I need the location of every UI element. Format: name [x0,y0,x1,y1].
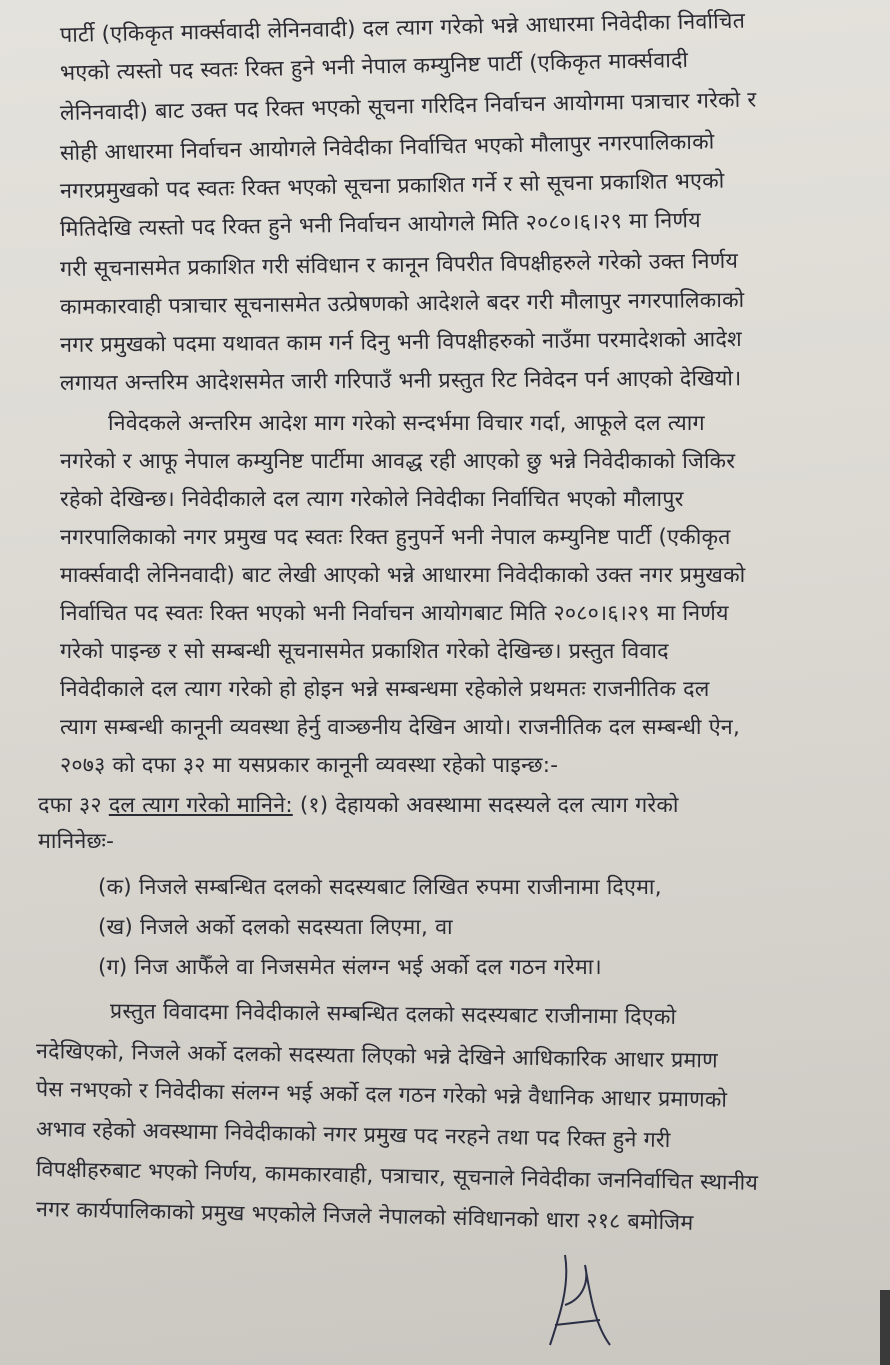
text-line: लेनिनवादी) बाट उक्त पद रिक्त भएको सूचना गरिदिन निर्वाचन आयोगमा पत्राचार गरेको र [59,87,757,126]
paragraph-start-line: प्रस्तुत विवादमा निवेदीकाले सम्बन्धित दलको सदस्यबाट राजीनामा दिएको [109,999,677,1030]
text-line: निर्वाचित पद स्वतः रिक्त भएको भनी निर्वाचन आयोगबाट मिति २०८०।६।२९ मा निर्णय [60,601,729,626]
text-line: नगरप्रमुखको पद स्वतः रिक्त भएको सूचना प्रकाशित गर्ने र सो सूचना प्रकाशित भएको [59,168,725,204]
text-line: मार्क्सवादी लेनिनवादी) बाट लेखी आएको भन्ने आधारमा निवेदीकाको उक्त नगर प्रमुखको [60,563,746,588]
signature-mark [540,1245,620,1355]
text-line: भएको त्यस्तो पद स्वतः रिक्त हुने भनी नेपाल कम्युनिष्ट पार्टी (एकिकृत मार्क्सवादी [59,47,689,86]
text-line: विपक्षीहरुबाट भएको निर्णय, कामकारवाही, पत्राचार, सूचनाले निवेदीका जननिर्वाचित स्थानीय [35,1157,759,1196]
text-line: गरी सूचनासमेत प्रकाशित गरी संविधान र कानून विपरीत विपक्षीहरुले गरेको उक्त निर्णय [59,248,739,282]
paragraph-start-line: निवेदकले अन्तरिम आदेश माग गरेको सन्दर्भमा विचार गर्दा, आफूले दल त्याग [108,411,705,436]
text-line: पेस नभएको र निवेदीका संलग्न भई अर्को दल गठन गरेको भन्ने वैधानिक आधार प्रमाणको [35,1077,728,1113]
text-line: सोही आधारमा निर्वाचन आयोगले निवेदीका निर्वाचित भएको मौलापुर नगरपालिकाको [59,129,715,166]
section-continuation: मानिनेछः- [38,829,115,854]
section-heading: दल त्याग गरेको मानिने: [108,793,293,818]
text-line: गरेको पाइन्छ र सो सम्बन्धी सूचनासमेत प्रकाशित गरेको देखिन्छ। प्रस्तुत विवाद [60,639,669,664]
text-line: त्याग सम्बन्धी कानूनी व्यवस्था हेर्नु वाञ्छनीय देखिन आयो। राजनीतिक दल सम्बन्धी ऐन, [60,715,740,740]
text-line: कामकारवाही पत्राचार सूचनासमेत उत्प्रेषणको आदेशले बदर गरी मौलापुर नगरपालिकाको [59,287,745,320]
section-heading-line [38,790,868,819]
text-line: मितिदेखि त्यस्तो पद रिक्त हुने भनी निर्वाचन आयोगले मिति २०८०।६।२९ मा निर्णय [59,208,702,242]
text-line: नगर कार्यपालिकाको प्रमुख भएकोले निजले नेपालको संविधानको धारा २१८ बमोजिम [35,1197,694,1236]
section-rest: (१) देहायको अवस्थामा सदस्यले दल त्याग गरेको [299,793,679,818]
clause-ka: (क) निजले सम्बन्धित दलको सदस्यबाट लिखित रुपमा राजीनामा दिएमा, [98,875,662,900]
text-line: नगरपालिकाको नगर प्रमुख पद स्वतः रिक्त हुनुपर्ने भनी नेपाल कम्युनिष्ट पार्टी (एकीकृत [60,525,731,550]
text-line: नगर प्रमुखको पदमा यथावत काम गर्न दिनु भनी विपक्षीहरुको नाउँमा परमादेशको आदेश [59,327,742,358]
clause-kha: (ख) निजले अर्को दलको सदस्यता लिएमा, वा [98,915,453,940]
text-line: निवेदीकाले दल त्याग गरेको हो होइन भन्ने सम्बन्धमा रहेकोले प्रथमतः राजनीतिक दल [60,677,710,702]
text-line: नगरेको र आफू नेपाल कम्युनिष्ट पार्टीमा आवद्ध रही आएको छु भन्ने निवेदीकाको जिकिर [60,449,736,474]
text-line: अभाव रहेको अवस्थामा निवेदीकाको नगर प्रमुख पद नरहने तथा पद रिक्त हुने गरी [35,1117,671,1154]
text-line: रहेको देखिन्छ। निवेदीकाले दल त्याग गरेकोले निवेदीका निर्वाचित भएको मौलापुर [60,487,684,512]
text-line: लगायत अन्तरिम आदेशसमेत जारी गरिपाउँ भनी प्रस्तुत रिट निवेदन पर्न आएको देखियो। [59,366,742,396]
text-line: पार्टी (एकिकृत मार्क्सवादी लेनिनवादी) दल त्याग गरेको भन्ने आधारमा निवेदीका निर्वाचित [59,8,746,48]
section-prefix: दफा ३२ [38,793,102,818]
clause-ga: (ग) निज आफैँले वा निजसमेत संलग्न भई अर्को दल गठन गरेमा। [98,955,602,980]
page-edge-shadow [880,1290,890,1365]
text-line: नदेखिएको, निजले अर्को दलको सदस्यता लिएको भन्ने देखिने आधिकारिक आधार प्रमाण [35,1039,719,1074]
text-line: २०७३ को दफा ३२ मा यसप्रकार कानूनी व्यवस्था रहेको पाइन्छ:- [60,753,559,778]
